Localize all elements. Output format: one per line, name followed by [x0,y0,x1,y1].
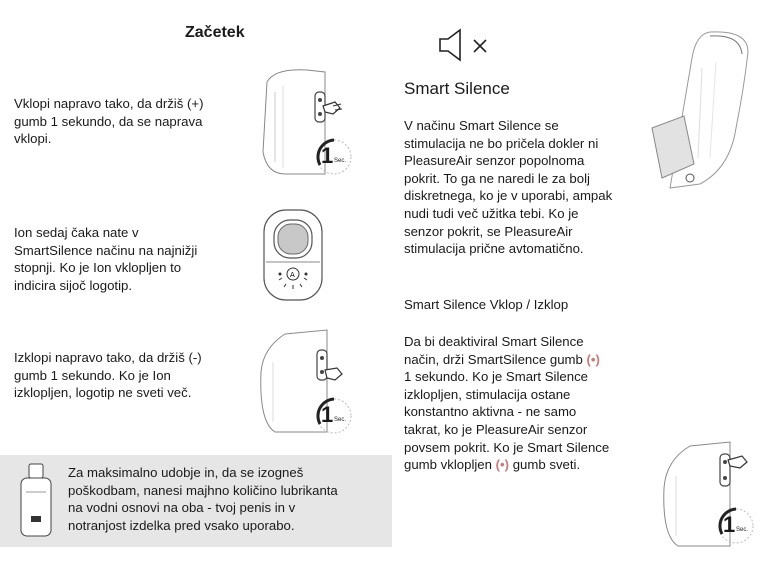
device-sensor-illustration [640,28,768,198]
finger-press-icon [325,368,342,380]
smart-silence-toggle-text: Da bi deaktiviral Smart Silence način, drži SmartSilence gumb (•) 1 sekundo. Ko je Smart Silence izklopljen, stimulacija ostane konstantno aktivna - ne samo takrat, ko je PleasureAir senzor povsem pokrit. Ko je Smart Silence gumb vklopljen (•) gumb sveti. [404,334,610,473]
speaker-mute-icon [438,28,492,64]
smart-silence-button-icon: (•) [586,351,600,367]
timer-unit: Sec. [736,527,749,533]
svg-text:A: A [290,271,295,279]
lubricant-note-text: Za maksimalno udobje in, da se izogneš poškodbam, nanesi majhno količino lubrikanta na vodni osnovi na oba - tvoj penis in v notranjost izdelka pred vsako uporabo. [68,465,338,533]
smart-silence-title: Smart Silence [404,79,510,98]
smart-silence-description: V načinu Smart Silence se stimulacija ne bo pričela dokler ni PleasureAir senzor popolnoma pokrit. To ga ne naredi le za bolj diskretnega, ko je v uporabi, ampak nudi tudi več užitka tebi. Ko je senzor pokrit, se PleasureAir stimulacija pričnе avtomatično. [404,118,613,257]
section-title-start: Začetek [185,24,245,41]
timer-unit: Sec. [334,158,347,164]
timer-value: 1 [723,512,736,537]
device-top-view-illustration [262,208,326,304]
smart-silence-toggle-title: Smart Silence Vklop / Izklop [404,297,569,312]
lubricant-bottle-icon [18,462,54,540]
timer-unit: Sec. [334,417,347,423]
step-power-on-text: Vklopi napravo tako, da držiš (+) gumb 1 sekundo, da se naprava vklopi. [14,96,204,147]
timer-icon [314,137,354,177]
timer-icon [314,396,354,436]
smart-silence-button-icon: (•) [495,457,510,473]
timer-value: 1 [321,143,334,168]
timer-value: 1 [321,402,334,427]
step-power-off-text: Izklopi napravo tako, da držiš (-) gumb 1 sekundo. Ko je Ion izklopljen, logotip ne sveti več. [14,350,202,401]
finger-press-icon [728,456,747,468]
step-standby-text: Ion sedaj čaka nate v SmartSilence načinu na najnižji stopnji. Ko je Ion vklopljen to indicira sijoč logotip. [14,225,198,293]
timer-icon [716,506,756,546]
